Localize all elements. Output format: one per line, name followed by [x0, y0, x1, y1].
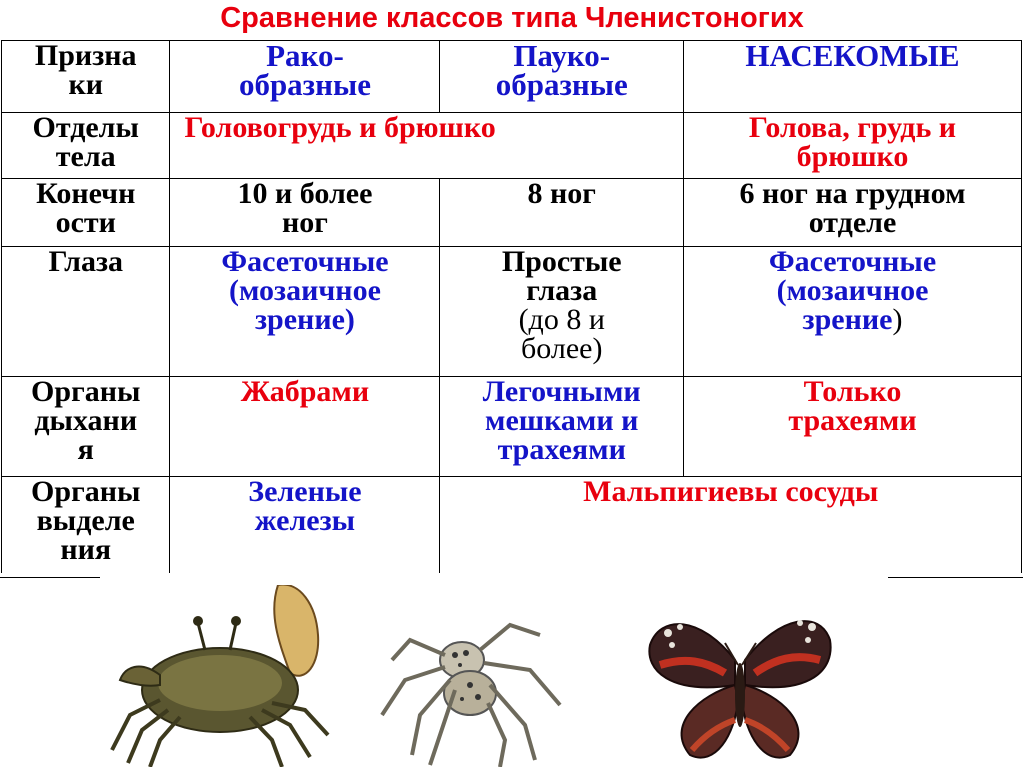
- cell-sections-crust-arach: Головогрудь и брюшко: [170, 113, 684, 179]
- table-row: [2, 377, 1022, 477]
- crab-illustration: [112, 585, 328, 767]
- cell-breathing-crust: Жабрами: [170, 377, 440, 477]
- header-crustaceans: Рако- образные: [170, 41, 440, 113]
- row-label-breathing: Органы дыхани я: [2, 377, 170, 477]
- table-row: [2, 179, 1022, 247]
- butterfly-illustration: [649, 620, 830, 758]
- cell-excretion-arach-insects: Мальпигиевы сосуды: [440, 477, 1022, 573]
- cell-sections-insects: Голова, грудь и брюшко: [684, 113, 1022, 179]
- header-insects: НАСЕКОМЫЕ: [684, 41, 1022, 113]
- cell-breathing-arach: Легочными мешками и трахеями: [440, 377, 684, 477]
- row-label-sections: Отделы тела: [2, 113, 170, 179]
- cell-excretion-crust: Зеленые железы: [170, 477, 440, 573]
- table-row: [2, 113, 1022, 179]
- cell-eyes-arach: Простые глаза (до 8 и более): [440, 247, 684, 377]
- comparison-table: [1, 40, 1022, 573]
- animal-illustrations: [0, 585, 1024, 767]
- cell-eyes-insects: Фасеточные (мозаичное зрение): [684, 247, 1022, 377]
- cell-limbs-crust: 10 и более ног: [170, 179, 440, 247]
- row-label-excretion: Органы выделе ния: [2, 477, 170, 573]
- header-arachnids: Пауко- образные: [440, 41, 684, 113]
- slide-title: Сравнение классов типа Членистоногих: [220, 2, 804, 34]
- table-row: [2, 477, 1022, 573]
- cell-eyes-crust: Фасеточные (мозаичное зрение): [170, 247, 440, 377]
- table-row: [2, 247, 1022, 377]
- cell-limbs-insects: 6 ног на грудном отделе: [684, 179, 1022, 247]
- table-bottom-border-right: [888, 577, 1023, 578]
- row-label-limbs: Конечн ости: [2, 179, 170, 247]
- row-label-eyes: Глаза: [2, 247, 170, 377]
- header-row: [2, 41, 1022, 113]
- cell-breathing-insects: Только трахеями: [684, 377, 1022, 477]
- table-bottom-border-left: [0, 577, 100, 578]
- cell-limbs-arach: 8 ног: [440, 179, 684, 247]
- spider-illustration: [382, 625, 560, 767]
- header-features: Призна ки: [2, 41, 170, 113]
